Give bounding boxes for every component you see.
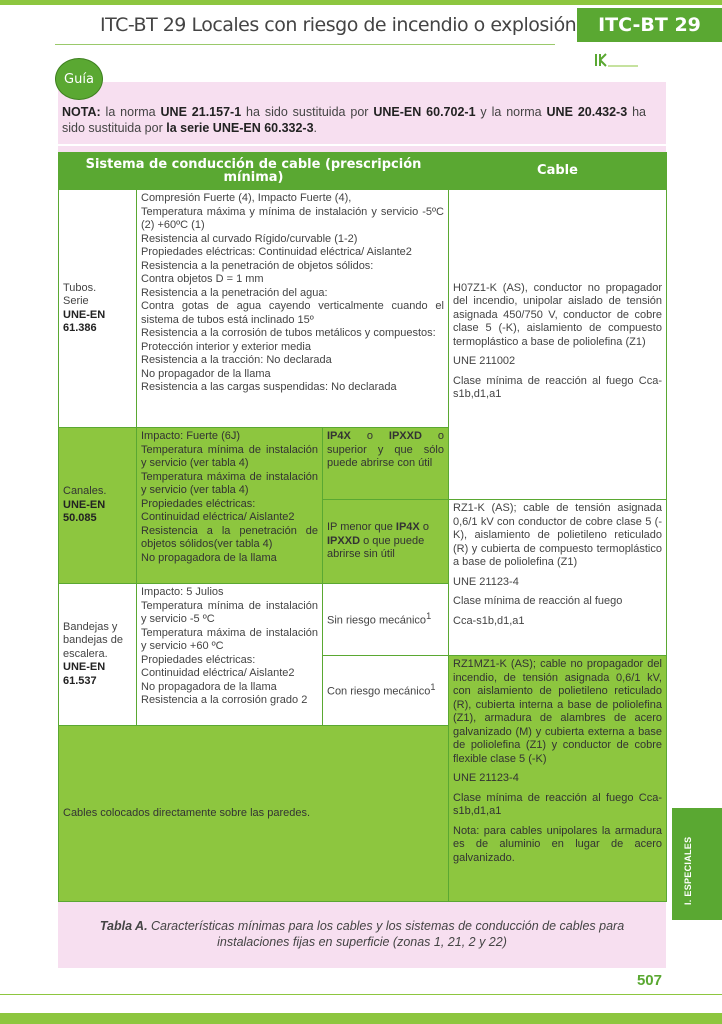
publisher-logo-icon xyxy=(592,50,640,70)
canales-ip-menor-cell: IP menor que IP4X o IPXXD o que puede abrirse sin útil xyxy=(323,500,449,584)
table-caption: Tabla A. Características mínimas para los cables y los sistemas de conducción de cables para instalaciones fijas en superficie (zonas 1, 21, 2 y 22) xyxy=(99,919,625,949)
top-accent-line xyxy=(0,0,722,5)
tubos-label: Tubos. Serie UNE-EN 61.386 xyxy=(59,190,137,428)
guia-badge: Guía xyxy=(55,58,103,100)
canales-requirements: Impacto: Fuerte (6J) Temperatura mínima de instalación y servicio (ver tabla 4) Temperatura máxima de instalación y servicio (ver tabla 4) Propiedades eléctricas: Continuidad eléctrica/ Aislante2 Resistencia a la penetración de objetos sólidos(ver tabla 4) No propagadora de la llama xyxy=(137,428,323,584)
bottom-accent-bar xyxy=(0,1013,722,1024)
section-side-tab xyxy=(672,808,722,920)
cable-rz1mz1k-cell: RZ1MZ1-K (AS); cable no propagador del incendio, de tensión asignada 0,6/1 kV, con aislamiento de polietileno reticulado (R), cubierta interna a base de poliolefina (Z1), armadura de alambres de acero galvanizado (M) y cubierta externa a base de poliolefina (Z1) y conductor de cobre flexible clase 5 (-K) UNE 21123-4 Clase mínima de reacción al fuego Cca-s1b,d1,a1 Nota: para cables unipolares la armadura es de aluminio en lugar de acero galvanizado. xyxy=(449,656,667,902)
page-number: 507 xyxy=(636,972,662,989)
bandejas-con-riesgo-cell: Con riesgo mecánico$^1$ xyxy=(323,656,449,726)
section-side-label: I. ESPECIALES xyxy=(683,836,693,905)
header-underline xyxy=(55,44,555,45)
note-text: NOTA: la norma UNE 21.157-1 ha sido sustituida por UNE-EN 60.702-1 y la norma UNE 20.432-3 ha sido sustituida por la serie UNE-EN 60.332-3. xyxy=(62,105,646,135)
paredes-cell: Cables colocados directamente sobre las paredes. xyxy=(59,726,449,902)
footer-line xyxy=(0,994,722,995)
cable-h07z1k-cell: H07Z1-K (AS), conductor no propagador del incendio, unipolar aislado de tensión asignada 450/750 V, conductor de cobre clase 5 (-K), aislamiento de compuesto termoplástico a base de poliolefina (Z1) UNE 211002 Clase mínima de reacción al fuego Cca-s1b,d1,a1 xyxy=(449,190,667,500)
tubos-requirements: Compresión Fuerte (4), Impacto Fuerte (4), Temperatura máxima y mínima de instalación y servicio -5ºC (2) +60ºC (1) Resistencia al curvado Rígido/curvable (1-2) Propiedades eléctricas: Continuidad eléctrica/ Aislante2 Resistencia a la penetración de objetos sólidos: Contra objetos D = 1 mm Resistencia a la penetración del agua: Contra gotas de agua cayendo verticalmente cuando el sistema de tubos está inclinado 15º Resistencia a la corrosión de tubos metálicos y compuestos: Protección interior y exterior media Resistencia a la tracción: No declarada No propagador de la llama Resistencia a las cargas suspendidas: No declarada xyxy=(137,190,449,428)
header-system: Sistema de conducción de cable (prescripción mínima) xyxy=(59,153,449,190)
bandejas-requirements: Impacto: 5 Julios Temperatura mínima de instalación y servicio -5 ºC Temperatura máxima de instalación y servicio +60 ºC Propiedades eléctricas: Continuidad eléctrica/ Aislante2 No propagadora de la llama Resistencia a la corrosión grado 2 xyxy=(137,584,323,726)
canales-label: Canales. UNE-EN 50.085 xyxy=(59,428,137,584)
page-header-title: ITC-BT 29 Locales con riesgo de incendio o explosión xyxy=(100,14,577,36)
section-code-badge: ITC-BT 29 xyxy=(577,8,722,42)
requirements-table xyxy=(58,152,667,902)
canales-ip4x-cell: IP4X o IPXXD o superior y que sólo puede abrirse con útil xyxy=(323,428,449,500)
header-cable: Cable xyxy=(449,153,667,190)
bandejas-sin-riesgo-cell: Sin riesgo mecánico$^1$ xyxy=(323,584,449,656)
cable-rz1k-cell: RZ1-K (AS); cable de tensión asignada 0,6/1 kV con conductor de cobre clase 5 (-K), aislamiento de polietileno reticulado (R) y cubierta de compuesto termoplástico a base de poliolefina (Z1) UNE 21123-4 Clase mínima de reacción al fuego Cca-s1b,d1,a1 xyxy=(449,500,667,656)
bandejas-label: Bandejas y bandejas de escalera. UNE-EN 61.537 xyxy=(59,584,137,726)
